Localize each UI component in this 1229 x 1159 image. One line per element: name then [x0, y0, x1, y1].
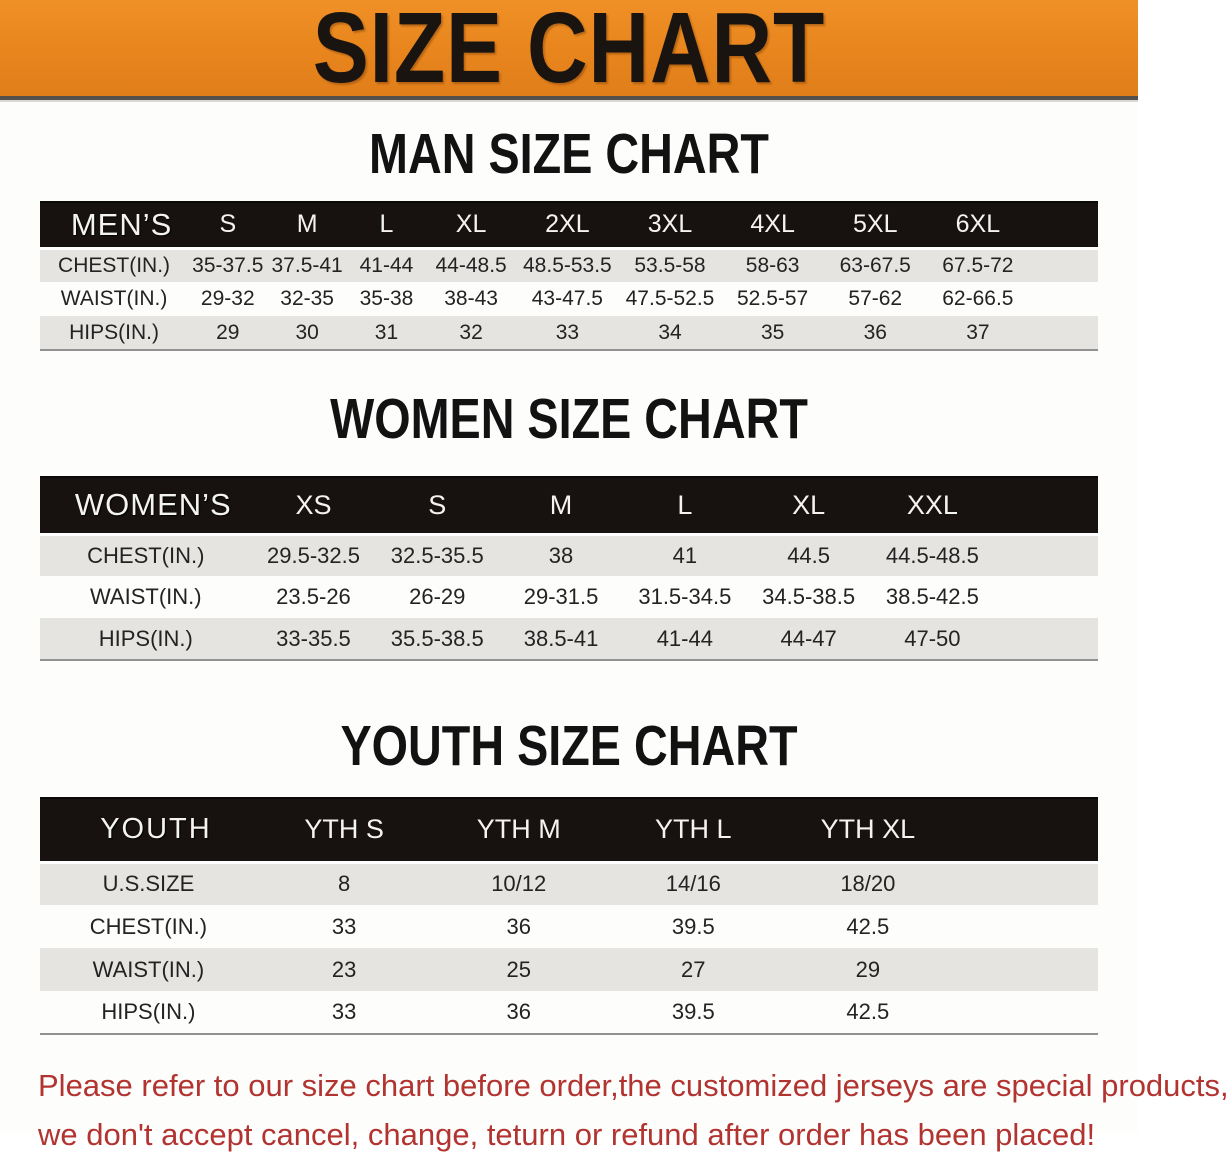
banner-title: SIZE CHART — [312, 0, 826, 104]
size-col-header: YTH M — [431, 798, 606, 862]
row-label: CHEST(IN.) — [40, 248, 188, 282]
size-value-cell: 18/20 — [781, 862, 956, 905]
spacer-cell — [955, 905, 1098, 948]
size-value-cell: 53.5-58 — [619, 248, 722, 282]
size-value-cell: 41-44 — [347, 248, 426, 282]
youth-heading: YOUTH SIZE CHART — [340, 714, 798, 778]
size-value-cell: 14/16 — [606, 862, 781, 905]
size-value-cell: 38-43 — [426, 282, 516, 316]
men-section — [0, 122, 1138, 351]
size-value-cell: 52.5-57 — [721, 282, 824, 316]
size-value-cell: 47.5-52.5 — [619, 282, 722, 316]
youth-ussize-row — [40, 862, 1098, 905]
size-value-cell: 35-37.5 — [188, 248, 267, 282]
row-label: WAIST(IN.) — [40, 282, 188, 316]
size-value-cell: 42.5 — [781, 991, 956, 1034]
size-value-cell: 44.5-48.5 — [871, 534, 995, 576]
youth-waist-row — [40, 948, 1098, 991]
size-value-cell: 35.5-38.5 — [375, 618, 499, 660]
size-col-header: L — [347, 202, 426, 248]
spacer-cell — [955, 798, 1098, 862]
men-heading: MAN SIZE CHART — [369, 122, 769, 186]
size-value-cell: 67.5-72 — [927, 248, 1030, 282]
size-value-cell: 23 — [257, 948, 432, 991]
youth-hips-row — [40, 991, 1098, 1034]
youth-chest-row — [40, 905, 1098, 948]
youth-table-title: YOUTH — [40, 798, 257, 862]
size-col-header: XS — [252, 477, 376, 534]
size-col-header: YTH L — [606, 798, 781, 862]
row-label: HIPS(IN.) — [40, 316, 188, 350]
row-label: U.S.SIZE — [40, 862, 257, 905]
banner — [0, 0, 1138, 104]
size-value-cell: 33 — [257, 991, 432, 1034]
women-heading: WOMEN SIZE CHART — [330, 387, 808, 451]
size-value-cell: 38.5-42.5 — [871, 576, 995, 618]
spacer-cell — [994, 534, 1098, 576]
size-value-cell: 32.5-35.5 — [375, 534, 499, 576]
size-value-cell: 23.5-26 — [252, 576, 376, 618]
size-value-cell: 39.5 — [606, 991, 781, 1034]
row-label: HIPS(IN.) — [40, 991, 257, 1034]
youth-header-row — [40, 798, 1098, 862]
youth-size-table — [40, 797, 1098, 1035]
size-col-header: L — [623, 477, 747, 534]
size-value-cell: 44.5 — [747, 534, 871, 576]
spacer-cell — [994, 576, 1098, 618]
size-value-cell: 29.5-32.5 — [252, 534, 376, 576]
men-header-row — [40, 202, 1098, 248]
size-value-cell: 33 — [516, 316, 619, 350]
row-label: CHEST(IN.) — [40, 534, 252, 576]
row-label: HIPS(IN.) — [40, 618, 252, 660]
men-hips-row — [40, 316, 1098, 350]
disclaimer-line-2: we don't accept cancel, change, teturn or refund after order has been placed! — [38, 1117, 1096, 1152]
women-waist-row — [40, 576, 1098, 618]
size-value-cell: 62-66.5 — [927, 282, 1030, 316]
size-value-cell: 30 — [267, 316, 346, 350]
women-header-row — [40, 477, 1098, 534]
size-value-cell: 33 — [257, 905, 432, 948]
women-table-title: WOMEN’S — [40, 477, 252, 534]
size-col-header: YTH S — [257, 798, 432, 862]
spacer-cell — [1029, 248, 1098, 282]
size-col-header: XL — [747, 477, 871, 534]
size-value-cell: 63-67.5 — [824, 248, 927, 282]
size-value-cell: 32-35 — [267, 282, 346, 316]
size-value-cell: 35-38 — [347, 282, 426, 316]
size-value-cell: 35 — [721, 316, 824, 350]
disclaimer — [38, 1061, 1229, 1159]
spacer-cell — [994, 477, 1098, 534]
size-col-header: 5XL — [824, 202, 927, 248]
size-value-cell: 44-47 — [747, 618, 871, 660]
size-value-cell: 38.5-41 — [499, 618, 623, 660]
spacer-cell — [955, 862, 1098, 905]
women-chest-row — [40, 534, 1098, 576]
size-value-cell: 31 — [347, 316, 426, 350]
men-size-table — [40, 201, 1098, 351]
size-value-cell: 42.5 — [781, 905, 956, 948]
spacer-cell — [1029, 316, 1098, 350]
row-label: CHEST(IN.) — [40, 905, 257, 948]
size-col-header: S — [188, 202, 267, 248]
size-value-cell: 33-35.5 — [252, 618, 376, 660]
row-label: WAIST(IN.) — [40, 576, 252, 618]
size-value-cell: 39.5 — [606, 905, 781, 948]
spacer-cell — [1029, 202, 1098, 248]
men-waist-row — [40, 282, 1098, 316]
size-value-cell: 43-47.5 — [516, 282, 619, 316]
size-value-cell: 38 — [499, 534, 623, 576]
size-value-cell: 10/12 — [431, 862, 606, 905]
size-value-cell: 29 — [781, 948, 956, 991]
size-value-cell: 47-50 — [871, 618, 995, 660]
size-value-cell: 32 — [426, 316, 516, 350]
size-col-header: XXL — [871, 477, 995, 534]
size-col-header: 6XL — [927, 202, 1030, 248]
row-label: WAIST(IN.) — [40, 948, 257, 991]
women-size-table — [40, 476, 1098, 661]
size-value-cell: 29-31.5 — [499, 576, 623, 618]
size-value-cell: 25 — [431, 948, 606, 991]
size-col-header: 3XL — [619, 202, 722, 248]
spacer-cell — [994, 618, 1098, 660]
size-value-cell: 26-29 — [375, 576, 499, 618]
size-col-header: YTH XL — [781, 798, 956, 862]
size-value-cell: 27 — [606, 948, 781, 991]
men-chest-row — [40, 248, 1098, 282]
size-value-cell: 57-62 — [824, 282, 927, 316]
size-col-header: S — [375, 477, 499, 534]
size-value-cell: 41-44 — [623, 618, 747, 660]
spacer-cell — [955, 991, 1098, 1034]
size-col-header: 4XL — [721, 202, 824, 248]
size-value-cell: 37.5-41 — [267, 248, 346, 282]
spacer-cell — [955, 948, 1098, 991]
size-value-cell: 58-63 — [721, 248, 824, 282]
size-value-cell: 48.5-53.5 — [516, 248, 619, 282]
size-value-cell: 34.5-38.5 — [747, 576, 871, 618]
youth-section — [0, 714, 1138, 1035]
size-col-header: 2XL — [516, 202, 619, 248]
disclaimer-line-1: Please refer to our size chart before order,the customized jerseys are special products, — [38, 1068, 1229, 1103]
size-value-cell: 8 — [257, 862, 432, 905]
size-value-cell: 36 — [824, 316, 927, 350]
size-value-cell: 37 — [927, 316, 1030, 350]
women-hips-row — [40, 618, 1098, 660]
size-col-header: M — [267, 202, 346, 248]
spacer-cell — [1029, 282, 1098, 316]
size-value-cell: 41 — [623, 534, 747, 576]
women-section — [0, 387, 1138, 661]
size-col-header: M — [499, 477, 623, 534]
size-col-header: XL — [426, 202, 516, 248]
size-value-cell: 36 — [431, 905, 606, 948]
size-value-cell: 34 — [619, 316, 722, 350]
size-value-cell: 29-32 — [188, 282, 267, 316]
size-value-cell: 29 — [188, 316, 267, 350]
size-value-cell: 31.5-34.5 — [623, 576, 747, 618]
size-value-cell: 44-48.5 — [426, 248, 516, 282]
size-value-cell: 36 — [431, 991, 606, 1034]
men-table-title: MEN’S — [40, 202, 188, 248]
